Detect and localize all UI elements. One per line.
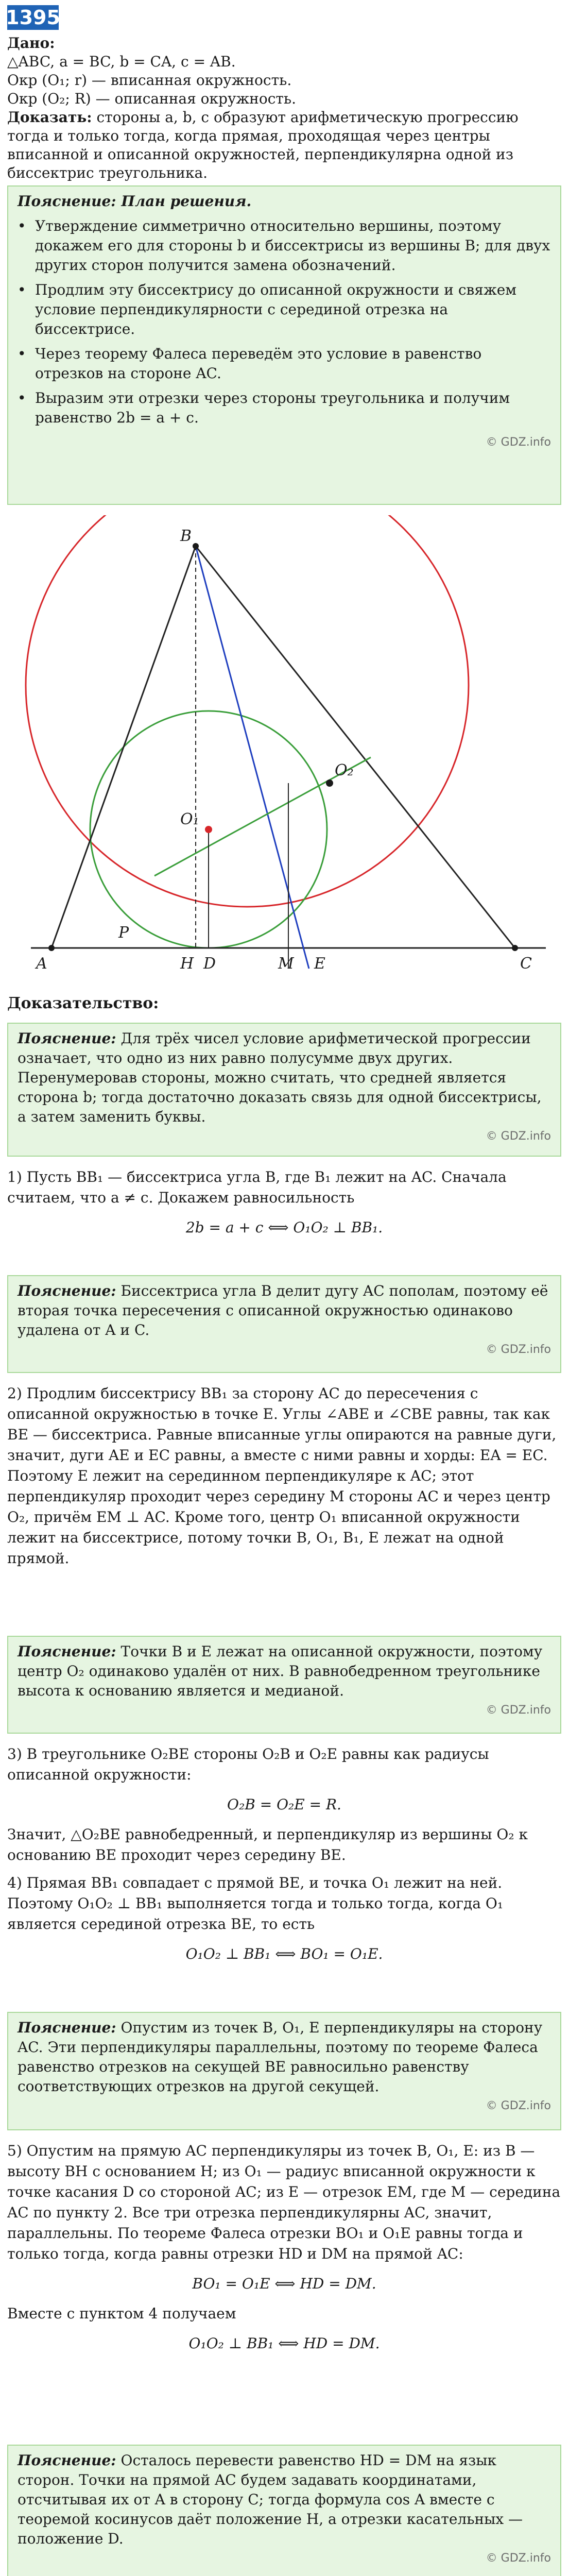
plan-item: • Через теорему Фалеса переведём это условие в равенство отрезков на стороне AC. — [18, 344, 551, 383]
given-label: Дано: — [7, 35, 55, 52]
note-text: Биссектриса угла B делит дугу AC пополам, поэтому её вторая точка пересечения с описанной окружностью одинаково удалена от A и C. — [18, 1282, 548, 1338]
note-box-5 — [7, 2445, 561, 2576]
bisector-be — [196, 546, 309, 969]
gdz-tag: © GDZ.info — [486, 1130, 551, 1143]
step-3-4 — [7, 1744, 561, 1974]
note-head: Пояснение: — [18, 2452, 116, 2469]
plan-item: • Продлим эту биссектрису до описанной окружности и свяжем условие перпендикулярности с серединой отрезка на биссектрисе. — [18, 280, 551, 339]
step-5 — [7, 2141, 561, 2363]
plan-item: • Выразим эти отрезки через стороны треугольника и получим равенство 2b = a + c. — [18, 388, 551, 428]
formula: O₁O₂ ⊥ BB₁ ⟺ HD = DM. — [188, 2335, 380, 2352]
step-text: Вместе с пунктом 4 получаем — [7, 2305, 236, 2322]
side-bc — [196, 546, 515, 948]
step-1 — [7, 1167, 561, 1247]
given-line: △ABC, a = BC, b = CA, c = AB. — [7, 53, 236, 70]
note-text: Осталось перевести равенство HD = DM на язык сторон. Точки на прямой AC будем задавать координатами, отсчитывая их от A в сторону C; тогда формула cos A вместе с теоремой косинусов даёт положение H, а отрезки касательных — положение D. — [18, 2452, 523, 2547]
point-a — [48, 945, 55, 951]
label-e: E — [314, 955, 325, 973]
label-o2: O₂ — [335, 761, 354, 779]
given-line: Окр (O₂; R) — описанная окружность. — [7, 90, 297, 107]
note-text: Точки B и E лежат на описанной окружности, поэтому центр O₂ одинаково удалён от них. В равнобедренном треугольнике высота к основанию является и медианой. — [18, 1643, 543, 1699]
label-b: B — [180, 527, 192, 545]
task-number-badge: 1395 — [6, 6, 60, 29]
geometry-diagram — [0, 515, 569, 979]
label-a: A — [36, 955, 47, 973]
plan-item-text: Продлим эту биссектрису до описанной окружности и свяжем условие перпендикулярности с серединой отрезка на биссектрисе. — [35, 281, 517, 337]
label-p: P — [118, 924, 129, 942]
prove-text: стороны a, b, c образуют арифметическую прогрессию тогда и только тогда, когда прямая, проходящая через центры вписанной и описанной окружностей, перпендикулярна одной из биссектрис треугольника. — [7, 109, 519, 181]
label-d: D — [203, 955, 216, 973]
step-text: 3) В треугольнике O₂BE стороны O₂B и O₂E равны как радиусы описанной окружности: — [7, 1745, 489, 1783]
plan-item-text: Выразим эти отрезки через стороны треугольника и получим равенство 2b = a + c. — [35, 389, 510, 426]
plan-item-text: Через теорему Фалеса переведём это условие в равенство отрезков на стороне AC. — [35, 345, 482, 382]
plan-box — [7, 185, 561, 505]
note-box-2 — [7, 1275, 561, 1373]
plan-head: Пояснение: План решения. — [18, 193, 252, 210]
note-box-3 — [7, 1636, 561, 1734]
gdz-tag: © GDZ.info — [486, 1343, 551, 1356]
note-box-1 — [7, 1023, 561, 1157]
step-text: 2) Продлим биссектрису BB₁ за сторону AC до пересечения с описанной окружностью в точке E. Углы ∠ABE и ∠CBE равны, так как BE — биссектриса. Равные вписанные углы опираются на равные дуги, значит, дуги AE и EC равны, а вместе с ними равны и хорды: EA = EC. Поэтому E лежит на серединном перпендикуляре к AC; этот перпендикуляр проходит через середину M стороны AC и через центр O₂, причём EM ⊥ AC. Кроме того, центр O₁ вписанной окружности лежит на биссектрисе, потому точки B, O₁, B₁, E лежат на одной прямой. — [7, 1385, 557, 1567]
step-text: Значит, △O₂BE равнобедренный, и перпендикуляр из вершины O₂ к основанию BE проходит через середину BE. — [7, 1826, 528, 1863]
side-ab — [51, 546, 196, 948]
note-text: Для трёх чисел условие арифметической прогрессии означает, что одно из них равно полусумме двух других. Перенумеровав стороны, можно считать, что средней является сторона b; тогда достаточно доказать связь для одной биссектрисы, а затем заменить буквы. — [18, 1030, 542, 1125]
point-b — [193, 543, 199, 549]
gdz-tag: © GDZ.info — [486, 436, 551, 449]
formula: 2b = a + c ⟺ O₁O₂ ⊥ BB₁. — [185, 1219, 383, 1236]
gdz-tag: © GDZ.info — [486, 2099, 551, 2112]
step-2 — [7, 1383, 561, 1569]
label-m: M — [278, 955, 294, 973]
label-o1: O₁ — [180, 810, 199, 828]
plan-item: • Утверждение симметрично относительно вершины, поэтому докажем его для стороны b и биссектрисы из вершины B; для двух других сторон получится замена обозначений. — [18, 216, 551, 275]
note-box-4 — [7, 2012, 561, 2130]
proof-title: Доказательство: — [7, 994, 159, 1012]
label-h: H — [180, 955, 194, 973]
gdz-tag: © GDZ.info — [486, 1704, 551, 1717]
plan-item-text: Утверждение симметрично относительно вершины, поэтому докажем его для стороны b и биссектрисы из вершины B; для двух других сторон получится замена обозначений. — [35, 217, 550, 274]
formula: O₂B = O₂E = R. — [227, 1796, 341, 1813]
point-c — [512, 945, 518, 951]
step-text: 4) Прямая BB₁ совпадает с прямой BE, и точка O₁ лежит на ней. Поэтому O₁O₂ ⊥ BB₁ выполняется тогда и только тогда, когда O₁ является серединой отрезка BE, то есть — [7, 1874, 504, 1933]
label-c: C — [520, 955, 532, 973]
step-text: 1) Пусть BB₁ — биссектриса угла B, где B₁ лежит на AC. Сначала считаем, что a ≠ c. Докажем равносильность — [7, 1168, 507, 1206]
note-head: Пояснение: — [18, 1030, 116, 1047]
point-o2 — [326, 779, 333, 787]
step-text: 5) Опустим на прямую AC перпендикуляры из точек B, O₁, E: из B — высоту BH с основанием H; из O₁ — радиус вписанной окружности к точке касания D со стороной AC; из E — отрезок EM, где M — середина AC по пункту 2. Все три отрезка перпендикулярны AC, значит, параллельны. По теореме Фалеса отрезки BO₁ и O₁E равны тогда и только тогда, когда равны отрезки HD и DM на прямой AC: — [7, 2142, 561, 2262]
prove-label: Доказать: — [7, 109, 92, 126]
point-o1 — [205, 826, 212, 833]
note-text: Опустим из точек B, O₁, E перпендикуляры на сторону AC. Эти перпендикуляры параллельны, поэтому по теореме Фалеса равенство отрезков на секущей BE равносильно равенству соответствующих отрезков на другой секущей. — [18, 2019, 543, 2095]
given-section — [7, 34, 563, 182]
given-line: Окр (O₁; r) — вписанная окружность. — [7, 72, 292, 89]
note-head: Пояснение: — [18, 1282, 116, 1299]
note-head: Пояснение: — [18, 2019, 116, 2036]
formula: BO₁ = O₁E ⟺ HD = DM. — [192, 2275, 376, 2292]
gdz-tag: © GDZ.info — [486, 2552, 551, 2565]
formula: O₁O₂ ⊥ BB₁ ⟺ BO₁ = O₁E. — [185, 1945, 383, 1962]
note-head: Пояснение: — [18, 1643, 116, 1660]
